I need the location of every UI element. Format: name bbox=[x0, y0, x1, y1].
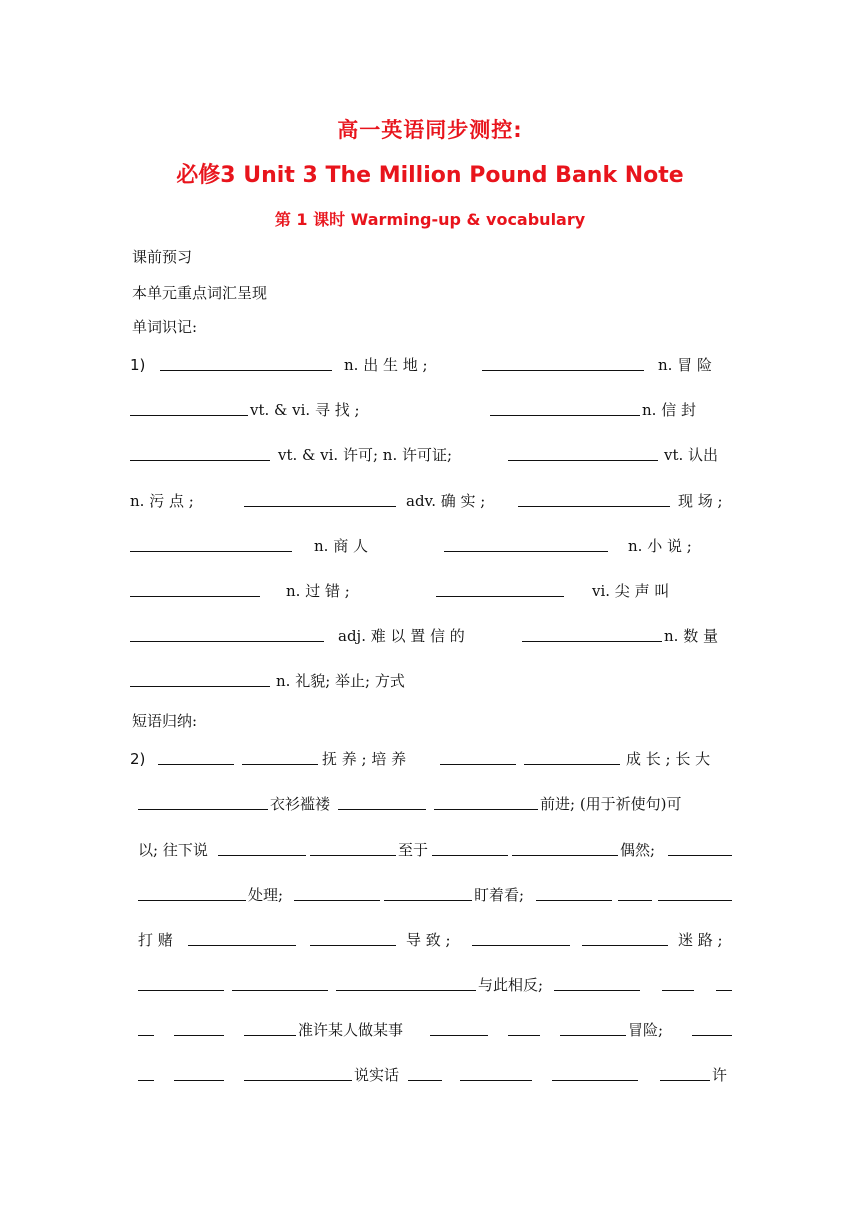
ex2-item: 处理; bbox=[248, 886, 284, 904]
ex2-item: 至于 bbox=[398, 841, 429, 859]
ex2-number: 2) bbox=[130, 750, 146, 768]
ex1-line-7 bbox=[130, 623, 732, 651]
ex1-item: adv. 确 实 ; bbox=[406, 492, 486, 510]
answer-blank[interactable] bbox=[436, 578, 564, 597]
section-word-memory: 单词识记: bbox=[132, 318, 198, 336]
answer-blank[interactable] bbox=[518, 488, 670, 507]
answer-blank[interactable] bbox=[244, 1062, 352, 1081]
ex1-line-1 bbox=[130, 352, 732, 380]
ex1-item: n. 过 错 ; bbox=[286, 582, 350, 600]
ex1-item: adj. 难 以 置 信 的 bbox=[338, 627, 465, 645]
ex2-item: 打 赌 bbox=[138, 931, 173, 949]
ex2-item: 许 bbox=[712, 1066, 728, 1084]
ex1-item: n. 礼貌; 举止; 方式 bbox=[276, 672, 405, 690]
answer-blank[interactable] bbox=[440, 746, 516, 765]
unit-title: 必修3 Unit 3 The Million Pound Bank Note bbox=[176, 163, 684, 188]
ex1-item: vt. & vi. 寻 找 ; bbox=[250, 401, 360, 419]
answer-blank[interactable] bbox=[444, 533, 608, 552]
lesson-title: 第 1 课时 Warming-up & vocabulary bbox=[274, 210, 586, 229]
ex1-item: vt. 认出 bbox=[664, 446, 719, 464]
answer-blank[interactable] bbox=[432, 837, 508, 856]
answer-blank[interactable] bbox=[434, 791, 538, 810]
ex1-item: n. 冒 险 bbox=[658, 356, 712, 374]
answer-blank[interactable] bbox=[490, 397, 640, 416]
ex1-line-2 bbox=[130, 397, 732, 425]
answer-blank[interactable] bbox=[138, 1017, 154, 1036]
answer-blank[interactable] bbox=[508, 1017, 540, 1036]
ex2-item: 前进; (用于祈使句)可 bbox=[540, 795, 682, 813]
answer-blank[interactable] bbox=[244, 488, 396, 507]
ex2-item: 导 致 ; bbox=[406, 931, 451, 949]
answer-blank[interactable] bbox=[508, 442, 658, 461]
ex2-line-3 bbox=[138, 837, 732, 865]
answer-blank[interactable] bbox=[218, 837, 306, 856]
ex2-item: 以; 往下说 bbox=[138, 841, 208, 859]
answer-blank[interactable] bbox=[130, 397, 248, 416]
ex2-item: 抚 养 ; 培 养 bbox=[322, 750, 407, 768]
answer-blank[interactable] bbox=[310, 927, 396, 946]
answer-blank[interactable] bbox=[658, 882, 732, 901]
answer-blank[interactable] bbox=[460, 1062, 532, 1081]
answer-blank[interactable] bbox=[188, 927, 296, 946]
ex1-number: 1) bbox=[130, 356, 146, 374]
answer-blank[interactable] bbox=[138, 972, 224, 991]
answer-blank[interactable] bbox=[582, 927, 668, 946]
ex1-line-3 bbox=[130, 442, 732, 470]
answer-blank[interactable] bbox=[408, 1062, 442, 1081]
ex2-item: 衣衫褴褛 bbox=[270, 795, 331, 813]
answer-blank[interactable] bbox=[512, 837, 618, 856]
answer-blank[interactable] bbox=[524, 746, 620, 765]
answer-blank[interactable] bbox=[130, 533, 292, 552]
answer-blank[interactable] bbox=[560, 1017, 626, 1036]
ex1-item: 现 场 ; bbox=[678, 492, 723, 510]
ex2-item: 说实话 bbox=[354, 1066, 400, 1084]
answer-blank[interactable] bbox=[138, 1062, 154, 1081]
answer-blank[interactable] bbox=[138, 791, 268, 810]
answer-blank[interactable] bbox=[668, 837, 732, 856]
ex2-item: 迷 路 ; bbox=[678, 931, 723, 949]
answer-blank[interactable] bbox=[294, 882, 380, 901]
answer-blank[interactable] bbox=[482, 352, 644, 371]
answer-blank[interactable] bbox=[554, 972, 640, 991]
ex1-item: n. 数 量 bbox=[664, 627, 718, 645]
ex2-line-2 bbox=[138, 791, 732, 819]
ex1-item: n. 信 封 bbox=[642, 401, 696, 419]
answer-blank[interactable] bbox=[130, 442, 270, 461]
ex2-item: 成 长 ; 长 大 bbox=[626, 750, 711, 768]
ex2-item: 冒险; bbox=[628, 1021, 664, 1039]
answer-blank[interactable] bbox=[716, 972, 732, 991]
answer-blank[interactable] bbox=[522, 623, 662, 642]
ex1-line-8 bbox=[130, 668, 732, 696]
answer-blank[interactable] bbox=[174, 1017, 224, 1036]
answer-blank[interactable] bbox=[232, 972, 328, 991]
answer-blank[interactable] bbox=[384, 882, 472, 901]
ex2-item: 盯着看; bbox=[474, 886, 525, 904]
answer-blank[interactable] bbox=[160, 352, 332, 371]
ex2-line-4 bbox=[138, 882, 732, 910]
ex1-item: n. 污 点 ; bbox=[130, 492, 194, 510]
ex2-item: 准许某人做某事 bbox=[298, 1021, 404, 1039]
ex1-line-4 bbox=[130, 488, 732, 516]
answer-blank[interactable] bbox=[138, 882, 246, 901]
ex2-item: 与此相反; bbox=[478, 976, 544, 994]
section-preview: 课前预习 bbox=[132, 248, 193, 266]
ex2-line-5 bbox=[138, 927, 732, 955]
answer-blank[interactable] bbox=[174, 1062, 224, 1081]
doc-title: 高一英语同步测控: bbox=[337, 118, 523, 142]
ex1-item: n. 小 说 ; bbox=[628, 537, 692, 555]
ex1-line-5 bbox=[130, 533, 732, 561]
ex1-item: vi. 尖 声 叫 bbox=[592, 582, 670, 600]
answer-blank[interactable] bbox=[244, 1017, 296, 1036]
answer-blank[interactable] bbox=[158, 746, 234, 765]
answer-blank[interactable] bbox=[618, 882, 652, 901]
ex2-line-7 bbox=[138, 1017, 732, 1045]
ex2-item: 偶然; bbox=[620, 841, 656, 859]
answer-blank[interactable] bbox=[242, 746, 318, 765]
section-phrase-summary: 短语归纳: bbox=[132, 712, 198, 730]
answer-blank[interactable] bbox=[130, 578, 260, 597]
answer-blank[interactable] bbox=[430, 1017, 488, 1036]
answer-blank[interactable] bbox=[472, 927, 570, 946]
answer-blank[interactable] bbox=[660, 1062, 710, 1081]
answer-blank[interactable] bbox=[310, 837, 396, 856]
answer-blank[interactable] bbox=[130, 668, 270, 687]
answer-blank[interactable] bbox=[338, 791, 426, 810]
answer-blank[interactable] bbox=[536, 882, 612, 901]
answer-blank[interactable] bbox=[336, 972, 476, 991]
ex1-item: vt. & vi. 许可; n. 许可证; bbox=[278, 446, 453, 464]
section-key-vocab: 本单元重点词汇呈现 bbox=[132, 284, 268, 302]
answer-blank[interactable] bbox=[130, 623, 324, 642]
ex2-line-1 bbox=[130, 746, 732, 774]
ex2-line-8 bbox=[138, 1062, 732, 1090]
ex1-item: n. 出 生 地 ; bbox=[344, 356, 428, 374]
answer-blank[interactable] bbox=[552, 1062, 638, 1081]
ex1-line-6 bbox=[130, 578, 732, 606]
answer-blank[interactable] bbox=[662, 972, 694, 991]
ex1-item: n. 商 人 bbox=[314, 537, 368, 555]
ex2-line-6 bbox=[138, 972, 732, 1000]
answer-blank[interactable] bbox=[692, 1017, 732, 1036]
